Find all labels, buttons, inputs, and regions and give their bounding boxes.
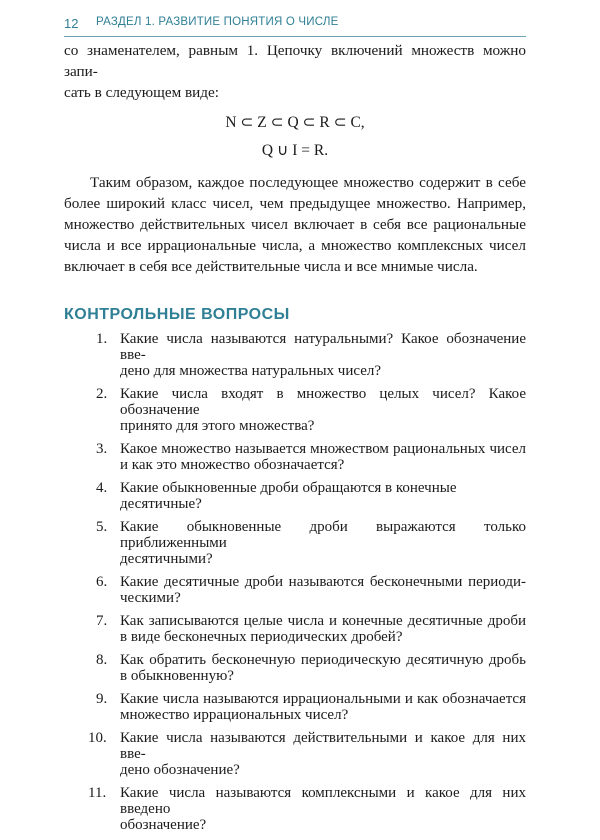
question-text bbox=[120, 613, 526, 645]
question-text bbox=[120, 574, 526, 606]
section-title: РАЗДЕЛ 1. РАЗВИТИЕ ПОНЯТИЯ О ЧИСЛЕ bbox=[96, 16, 339, 28]
text-line: Какие числа называются натуральными? Какое обозначение вве- bbox=[120, 331, 526, 363]
question-number: 5. bbox=[96, 519, 108, 535]
text-line: дено обозначение? bbox=[120, 762, 240, 778]
intro-paragraph bbox=[64, 40, 526, 103]
question-number: 6. bbox=[96, 574, 108, 590]
text-line: дено для множества натуральных чисел? bbox=[120, 363, 382, 379]
text-line: в виде бесконечных периодических дробей? bbox=[120, 629, 403, 645]
text-line: Какие числа называются действительными и какое для них вве- bbox=[120, 730, 526, 762]
questions-list bbox=[64, 331, 526, 833]
text-line: множество действительных чисел включает в себя все рациональные bbox=[64, 216, 526, 233]
text-line: Таким образом, каждое последующее множество содержит в себе bbox=[90, 174, 526, 191]
question-item bbox=[64, 331, 526, 379]
question-number: 2. bbox=[96, 386, 108, 402]
question-text bbox=[120, 386, 526, 434]
question-text bbox=[120, 331, 526, 379]
text-line: обозначение? bbox=[120, 817, 207, 833]
question-number: 1. bbox=[96, 331, 108, 347]
question-text bbox=[120, 785, 526, 833]
text-line: включает в себя все действительные числа и все мнимые числа. bbox=[64, 258, 478, 275]
question-text bbox=[120, 652, 526, 684]
question-number: 4. bbox=[96, 480, 108, 496]
question-number: 8. bbox=[96, 652, 108, 668]
question-number: 3. bbox=[96, 441, 108, 457]
text-line: Какие обыкновенные дроби обращаются в конечные десятичные? bbox=[120, 480, 457, 512]
text-line: в обыкновенную? bbox=[120, 668, 234, 684]
text-line: Как обратить бесконечную периодическую десятичную дробь bbox=[120, 652, 526, 668]
text-line: Какие числа входят в множество целых чисел? Какое обозначение bbox=[120, 386, 526, 418]
question-text bbox=[120, 691, 526, 723]
question-item bbox=[64, 730, 526, 778]
question-item bbox=[64, 574, 526, 606]
question-item bbox=[64, 691, 526, 723]
text-line: числа и все иррациональные числа, а множество комплексных чисел bbox=[64, 237, 526, 254]
question-item bbox=[64, 613, 526, 645]
question-text bbox=[120, 519, 526, 567]
questions-heading: КОНТРОЛЬНЫЕ ВОПРОСЫ bbox=[64, 306, 290, 323]
text-line: Как записываются целые числа и конечные десятичные дроби bbox=[120, 613, 526, 629]
question-text bbox=[120, 441, 526, 473]
question-number: 11. bbox=[88, 785, 107, 801]
question-item bbox=[64, 519, 526, 567]
question-text bbox=[120, 480, 526, 512]
question-number: 10. bbox=[88, 730, 107, 746]
page-number: 12 bbox=[64, 16, 79, 31]
set-inclusion-formula: N ⊂ Z ⊂ Q ⊂ R ⊂ C, bbox=[225, 114, 365, 131]
running-header bbox=[64, 12, 526, 38]
page-body bbox=[64, 40, 526, 840]
question-number: 7. bbox=[96, 613, 108, 629]
text-line: более широкий класс чисел, чем предыдущее множество. Например, bbox=[64, 195, 526, 212]
conclusion-paragraph bbox=[64, 172, 526, 277]
question-item bbox=[64, 386, 526, 434]
text-line: сать в следующем виде: bbox=[64, 84, 219, 101]
text-line: Какие числа называются комплексными и какое для них введено bbox=[120, 785, 526, 817]
text-line: множество иррациональных чисел? bbox=[120, 707, 349, 723]
text-line: ческими? bbox=[120, 590, 181, 606]
text-line: Какие обыкновенные дроби выражаются только приближенными bbox=[120, 519, 526, 551]
question-item bbox=[64, 785, 526, 833]
text-line: Какие десятичные дроби называются бесконечными периоди- bbox=[120, 574, 526, 590]
question-number: 9. bbox=[96, 691, 108, 707]
text-line: десятичными? bbox=[120, 551, 213, 567]
set-union-formula: Q ∪ I = R. bbox=[261, 142, 329, 159]
question-item bbox=[64, 441, 526, 473]
text-line: Какие числа называются иррациональными и как обозначается bbox=[120, 691, 526, 707]
question-item bbox=[64, 652, 526, 684]
question-text bbox=[120, 730, 526, 778]
text-line: и как это множество обозначается? bbox=[120, 457, 345, 473]
text-line: принято для этого множества? bbox=[120, 418, 315, 434]
question-item bbox=[64, 480, 526, 512]
header-rule bbox=[64, 36, 526, 37]
text-line: со знаменателем, равным 1. Цепочку включений множеств можно запи- bbox=[64, 42, 526, 80]
text-line: Какое множество называется множеством рациональных чисел bbox=[120, 441, 526, 457]
